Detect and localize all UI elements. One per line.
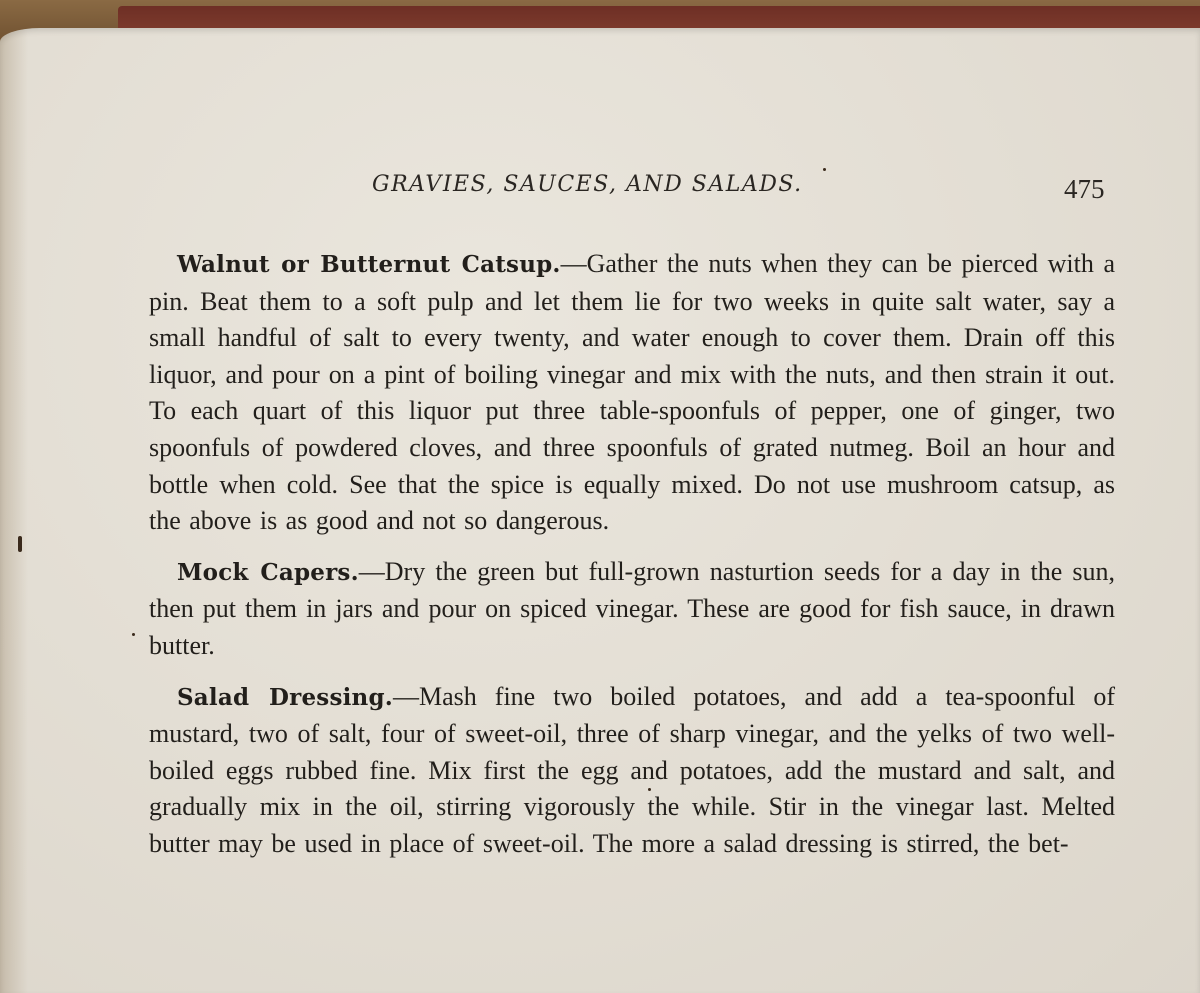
recipe-paragraph [149, 246, 1115, 540]
recipe-text: —Mash fine two boiled potatoes, and add a tea-spoonful of mustard, two of salt, four of sweet-oil, three of sharp vinegar, and the yelks of two well-boiled eggs rubbed fine. Mix first the egg and potatoes, add the mustard and salt, and gradually mix in the oil, stirring vigorously the while. Stir in the vinegar last. Melted butter may be used in place of sweet-oil. The more a salad dressing is stirred, the bet- [149, 681, 1116, 858]
recipe-paragraph [149, 679, 1115, 863]
recipe-title: Walnut or Butternut Catsup. [177, 251, 561, 278]
recipe-text: —Gather the nuts when they can be pierced with a pin. Beat them to a soft pulp and let them lie for two weeks in quite salt water, say a small handful of salt to every twenty, and water enough to cover them. Drain off this liquor, and pour on a pint of boiling vinegar and mix with the nuts, and then strain it out. To each quart of this liquor put three table-spoonfuls of pepper, one of ginger, two spoonfuls of powdered cloves, and three spoonfuls of grated nutmeg. Boil an hour and bottle when cold. See that the spice is equally mixed. Do not use mushroom catsup, as the above is as good and not so dangerous. [149, 249, 1115, 536]
page-speck [132, 633, 135, 636]
page-speck [823, 168, 826, 171]
running-head: GRAVIES, SAUCES, AND SALADS. [372, 172, 803, 197]
page-number: 475 [1064, 174, 1105, 204]
page-body [149, 246, 1115, 877]
page-speck [18, 536, 22, 552]
recipe-title: Mock Capers. [177, 558, 359, 586]
recipe-paragraph [149, 554, 1115, 665]
recipe-text: —Dry the green but full-grown nasturtion seeds for a day in the sun, then put them in jars and pour on spiced vinegar. These are good for fish sauce, in drawn butter. [149, 556, 1115, 660]
recipe-title: Salad Dressing. [177, 683, 393, 711]
